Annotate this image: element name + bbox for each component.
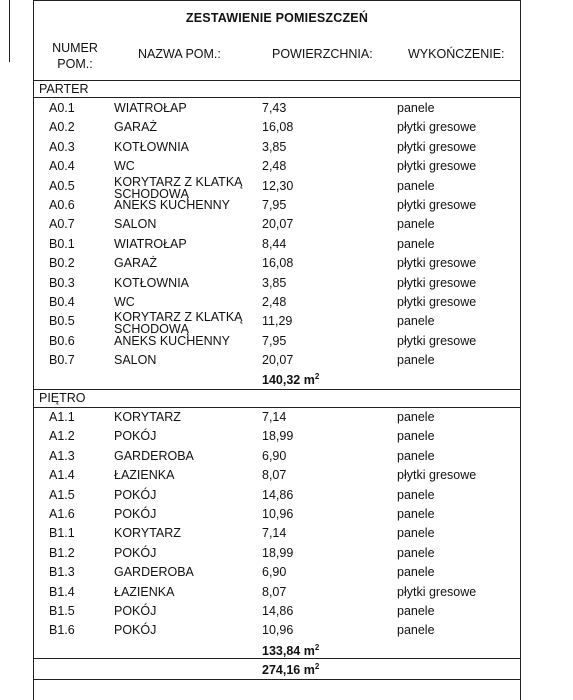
table-row	[34, 332, 520, 351]
room-area-cell: 3,85	[262, 139, 287, 154]
room-finish-cell: panele	[397, 507, 435, 521]
room-finish-cell: panele	[397, 448, 435, 463]
room-finish-cell: panele	[397, 565, 435, 580]
table-row	[34, 310, 520, 337]
page-edge-line	[9, 0, 10, 62]
table-row	[34, 235, 520, 254]
totals-divider	[34, 658, 520, 659]
section-label-parter: PARTER	[39, 82, 89, 96]
room-name-cell: KORYTARZ	[114, 410, 181, 424]
room-area-cell: 20,07	[262, 217, 294, 232]
room-name-cell: POKÓJ	[114, 507, 157, 521]
room-finish-cell: panele	[397, 604, 435, 618]
room-area-cell: 8,07	[262, 468, 287, 483]
room-number-cell: B0.7	[49, 353, 75, 368]
section-label-pietro: PIĘTRO	[39, 391, 86, 405]
table-row	[34, 466, 520, 485]
room-finish-cell: płytki gresowe	[397, 468, 477, 483]
room-finish-cell: płytki gresowe	[397, 333, 477, 348]
room-finish-cell: panele	[397, 410, 435, 424]
room-finish-cell: płytki gresowe	[397, 139, 477, 154]
room-name-cell: ANEKS KUCHENNY	[114, 198, 230, 212]
table-row	[34, 621, 520, 640]
room-number-cell: A0.4	[49, 159, 75, 174]
room-name-cell: KOTŁOWNIA	[114, 139, 190, 154]
room-number-cell: A1.1	[49, 410, 75, 424]
room-name-cell: KORYTARZ Z KLATKĄ SCHODOWĄ	[114, 174, 243, 201]
room-name-cell: WC	[114, 159, 135, 174]
room-number-cell: B0.5	[49, 314, 75, 329]
room-name-cell: ŁAZIENKA	[114, 584, 175, 599]
room-name-cell: KOTŁOWNIA	[114, 275, 190, 290]
room-name-cell: GARAŻ	[114, 120, 158, 135]
room-name-cell: KORYTARZ Z KLATKĄ SCHODOWĄ	[114, 310, 243, 337]
table-row	[34, 583, 520, 602]
room-number-cell: B1.5	[49, 604, 75, 618]
room-finish-cell: płytki gresowe	[397, 198, 477, 212]
table-row	[34, 602, 520, 621]
grand-total-unit: 2	[314, 662, 320, 671]
room-area-cell: 14,86	[262, 604, 294, 618]
header-number	[34, 40, 116, 72]
room-number-cell: A1.4	[49, 468, 75, 483]
room-finish-cell: panele	[397, 314, 435, 329]
table-row	[34, 486, 520, 505]
room-number-cell: A1.2	[49, 429, 75, 444]
table-row	[34, 99, 520, 118]
room-number-cell: B0.4	[49, 295, 75, 309]
room-name-cell: POKÓJ	[114, 429, 157, 444]
table-title: ZESTAWIENIE POMIESZCZEŃ	[185, 11, 369, 25]
room-name-cell: WIATROŁAP	[114, 236, 187, 251]
room-area-cell: 16,08	[262, 120, 294, 135]
room-area-cell: 2,48	[262, 159, 287, 174]
room-number-cell: B1.2	[49, 545, 75, 560]
section-divider	[34, 97, 520, 98]
room-finish-cell: panele	[397, 526, 435, 541]
room-name-cell: POKÓJ	[114, 623, 157, 638]
room-name-cell: GARDEROBA	[114, 448, 194, 463]
room-area-cell: 14,86	[262, 487, 294, 502]
room-finish-cell: płytki gresowe	[397, 120, 477, 135]
table-row	[34, 524, 520, 543]
room-finish-cell: panele	[397, 217, 435, 232]
room-number-cell: A1.5	[49, 487, 75, 502]
room-name-cell: SALON	[114, 217, 157, 232]
room-area-cell: 6,90	[262, 565, 287, 580]
table-row	[34, 215, 520, 234]
room-area-cell: 10,96	[262, 507, 294, 521]
room-area-cell: 6,90	[262, 448, 287, 463]
room-name-cell: POKÓJ	[114, 604, 157, 618]
room-name-cell: WC	[114, 295, 135, 309]
room-number-cell: A0.2	[49, 120, 75, 135]
room-name-cell: KORYTARZ	[114, 526, 181, 541]
room-finish-cell: panele	[397, 487, 435, 502]
table-row	[34, 505, 520, 524]
section-divider	[34, 389, 520, 390]
room-area-cell: 7,14	[262, 526, 287, 541]
room-finish-cell: płytki gresowe	[397, 275, 477, 290]
room-finish-cell: płytki gresowe	[397, 159, 477, 174]
table-row	[34, 196, 520, 215]
room-finish-cell: panele	[397, 429, 435, 444]
room-area-cell: 7,95	[262, 198, 287, 212]
room-name-cell: GARAŻ	[114, 256, 158, 271]
parter-total-value: 140,32 m	[262, 373, 315, 388]
room-number-cell: B1.6	[49, 623, 75, 638]
pietro-total-unit: 2	[314, 643, 320, 652]
room-area-cell: 11,29	[262, 314, 293, 329]
grand-total	[262, 662, 319, 677]
room-finish-cell: płytki gresowe	[397, 256, 477, 271]
room-area-cell: 3,85	[262, 275, 287, 290]
room-area-cell: 7,14	[262, 410, 287, 424]
room-name-cell: ANEKS KUCHENNY	[114, 333, 230, 348]
parter-total-unit: 2	[314, 372, 320, 381]
room-area-cell: 10,96	[262, 623, 294, 638]
room-number-cell: A0.3	[49, 139, 75, 154]
room-number-cell: A0.5	[49, 178, 75, 193]
room-number-cell: A1.3	[49, 448, 75, 463]
room-number-cell: B1.3	[49, 565, 75, 580]
table-row	[34, 544, 520, 563]
room-name-cell: POKÓJ	[114, 545, 157, 560]
room-number-cell: B1.4	[49, 584, 75, 599]
room-finish-cell: płytki gresowe	[397, 295, 477, 309]
table-row	[34, 351, 520, 370]
room-name-cell: SALON	[114, 353, 157, 368]
room-name-cell: GARDEROBA	[114, 565, 194, 580]
room-area-cell: 18,99	[262, 545, 294, 560]
table-row	[34, 118, 520, 137]
room-finish-cell: panele	[397, 545, 435, 560]
room-number-cell: B1.1	[49, 526, 75, 541]
room-area-cell: 8,44	[262, 236, 287, 251]
room-number-cell: B0.1	[49, 236, 75, 251]
table-bottom-border	[34, 679, 520, 680]
table-row	[34, 563, 520, 582]
header-number-line2: POM.:	[57, 57, 93, 71]
room-number-cell: A0.1	[49, 101, 75, 115]
table-row	[34, 138, 520, 157]
room-finish-cell: panele	[397, 623, 435, 638]
table-row	[34, 427, 520, 446]
room-area-cell: 8,07	[262, 584, 287, 599]
room-area-cell: 16,08	[262, 256, 294, 271]
room-finish-cell: panele	[397, 178, 435, 193]
room-finish-cell: płytki gresowe	[397, 584, 477, 599]
pietro-total-value: 133,84 m	[262, 644, 315, 659]
room-number-cell: A0.6	[49, 198, 75, 212]
table-row	[34, 293, 520, 312]
table-row	[34, 447, 520, 466]
room-number-cell: A1.6	[49, 507, 75, 521]
room-name-cell: POKÓJ	[114, 487, 157, 502]
parter-total	[262, 372, 319, 387]
room-number-cell: B0.6	[49, 333, 75, 348]
header-name: NAZWA POM.:	[138, 47, 221, 61]
room-area-cell: 12,30	[262, 178, 294, 193]
pietro-total	[262, 643, 319, 658]
room-name-cell: ŁAZIENKA	[114, 468, 175, 483]
table-row	[34, 274, 520, 293]
room-number-cell: B0.3	[49, 275, 75, 290]
room-area-cell: 7,95	[262, 333, 287, 348]
room-area-cell: 2,48	[262, 295, 287, 309]
room-number-cell: B0.2	[49, 256, 75, 271]
room-area-cell: 20,07	[262, 353, 294, 368]
table-top-border	[34, 0, 520, 1]
header-divider	[34, 80, 520, 81]
header-number-line1: NUMER	[52, 41, 98, 55]
room-area-cell: 7,43	[262, 101, 287, 115]
grand-total-value: 274,16 m	[262, 663, 315, 678]
header-finish: WYKOŃCZENIE:	[408, 47, 505, 61]
table-row	[34, 174, 520, 201]
header-area: POWIERZCHNIA:	[272, 47, 373, 61]
table-row	[34, 157, 520, 176]
table-row	[34, 254, 520, 273]
room-finish-cell: panele	[397, 236, 435, 251]
room-name-cell: WIATROŁAP	[114, 101, 187, 115]
room-number-cell: A0.7	[49, 217, 75, 232]
room-finish-cell: panele	[397, 353, 435, 368]
room-schedule-table	[33, 0, 521, 700]
room-finish-cell: panele	[397, 101, 435, 115]
table-row	[34, 408, 520, 427]
room-area-cell: 18,99	[262, 429, 294, 444]
